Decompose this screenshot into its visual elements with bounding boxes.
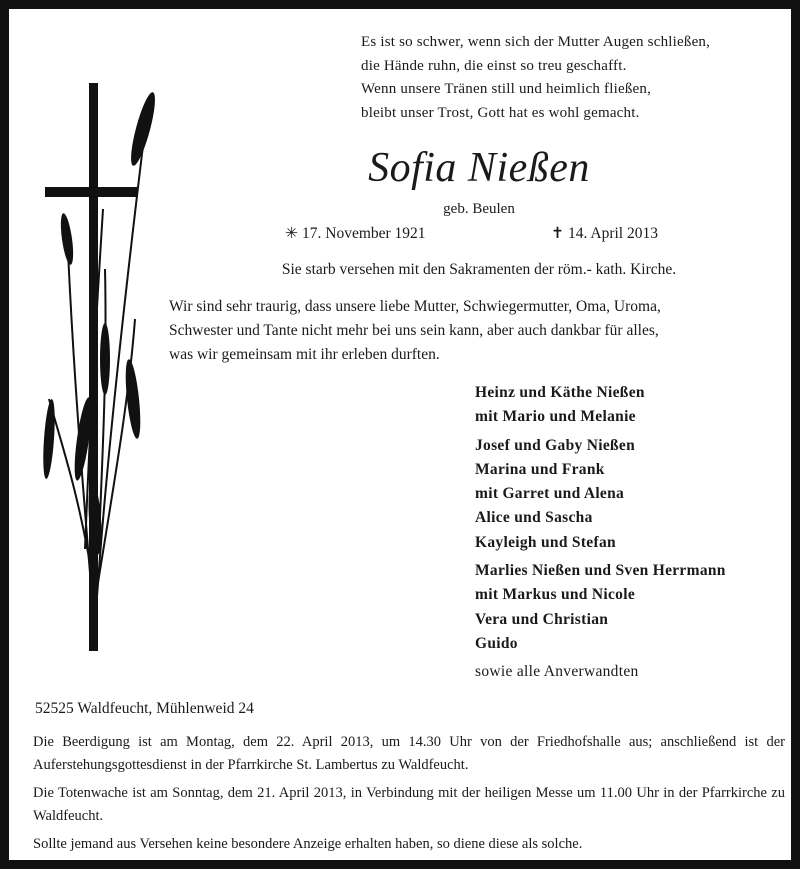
poem-line: Es ist so schwer, wenn sich der Mutter Augen schließen, <box>361 34 711 50</box>
family-line: Josef und Gaby Nießen <box>475 436 636 454</box>
birth-date <box>285 223 426 245</box>
birth-star-icon: ✳ <box>285 225 298 242</box>
family-list <box>475 381 795 685</box>
poem-line: Wenn unsere Tränen still und heimlich fließen, <box>361 81 652 97</box>
cross-with-wheat-icon <box>33 69 163 659</box>
family-line: mit Garret und Alena <box>475 485 625 503</box>
main-text-line: Schwester und Tante nicht mehr bei uns sein kann, aber auch dankbar für alles, <box>169 322 659 339</box>
family-line: Marlies Nießen und Sven Herrmann <box>475 562 726 580</box>
poem-line: die Hände ruhn, die einst so treu geschafft. <box>361 57 627 74</box>
family-line: Marina und Frank <box>475 460 605 478</box>
family-line: mit Mario und Melanie <box>475 408 636 426</box>
family-line: mit Markus und Nicole <box>475 586 636 604</box>
maiden-name: geb. Beulen <box>443 201 515 217</box>
funeral-note: Die Totenwache ist am Sonntag, dem 21. April 2013, in Verbindung mit der heiligen Messe um 11.00 Uhr in der Pfarrkirche zu Waldfeucht. <box>33 785 785 824</box>
main-text <box>169 295 794 367</box>
family-line: Kayleigh und Stefan <box>475 533 616 551</box>
family-line: Guido <box>475 634 518 652</box>
funeral-notes <box>33 731 785 862</box>
funeral-note: Die Beerdigung ist am Montag, dem 22. April 2013, um 14.30 Uhr von der Friedhofshalle aus; anschließend ist der Auferstehungsgottesdienst in der Pfarrkirche St. Lambertus zu Waldfeucht. <box>33 734 785 773</box>
sacraments-line: Sie starb versehen mit den Sakramenten der röm.- kath. Kirche. <box>281 261 677 278</box>
family-group-1 <box>475 381 795 430</box>
main-text-line: Wir sind sehr traurig, dass unsere liebe Mutter, Schwiegermutter, Oma, Uroma, <box>169 298 661 315</box>
main-text-line: was wir gemeinsam mit ihr erleben durften. <box>169 346 440 363</box>
family-closing: sowie alle Anverwandten <box>475 663 639 681</box>
death-cross-icon: ✝ <box>551 225 564 242</box>
poem-line: bleibt unser Trost, Gott hat es wohl gemacht. <box>361 104 640 121</box>
family-group-2 <box>475 434 795 555</box>
family-line: Vera und Christian <box>475 610 609 628</box>
address: 52525 Waldfeucht, Mühlenweid 24 <box>35 700 254 717</box>
family-line: Heinz und Käthe Nießen <box>475 384 645 401</box>
family-group-3 <box>475 559 795 656</box>
birth-date-text: 17. November 1921 <box>302 225 426 242</box>
funeral-note: Sollte jemand aus Versehen keine besondere Anzeige erhalten haben, so diene diese als solche. <box>33 836 583 852</box>
death-date <box>551 223 658 245</box>
death-date-text: 14. April 2013 <box>568 225 658 242</box>
deceased-name: Sofia Nießen <box>368 145 590 191</box>
family-line: Alice und Sascha <box>475 509 593 527</box>
poem <box>361 31 791 125</box>
